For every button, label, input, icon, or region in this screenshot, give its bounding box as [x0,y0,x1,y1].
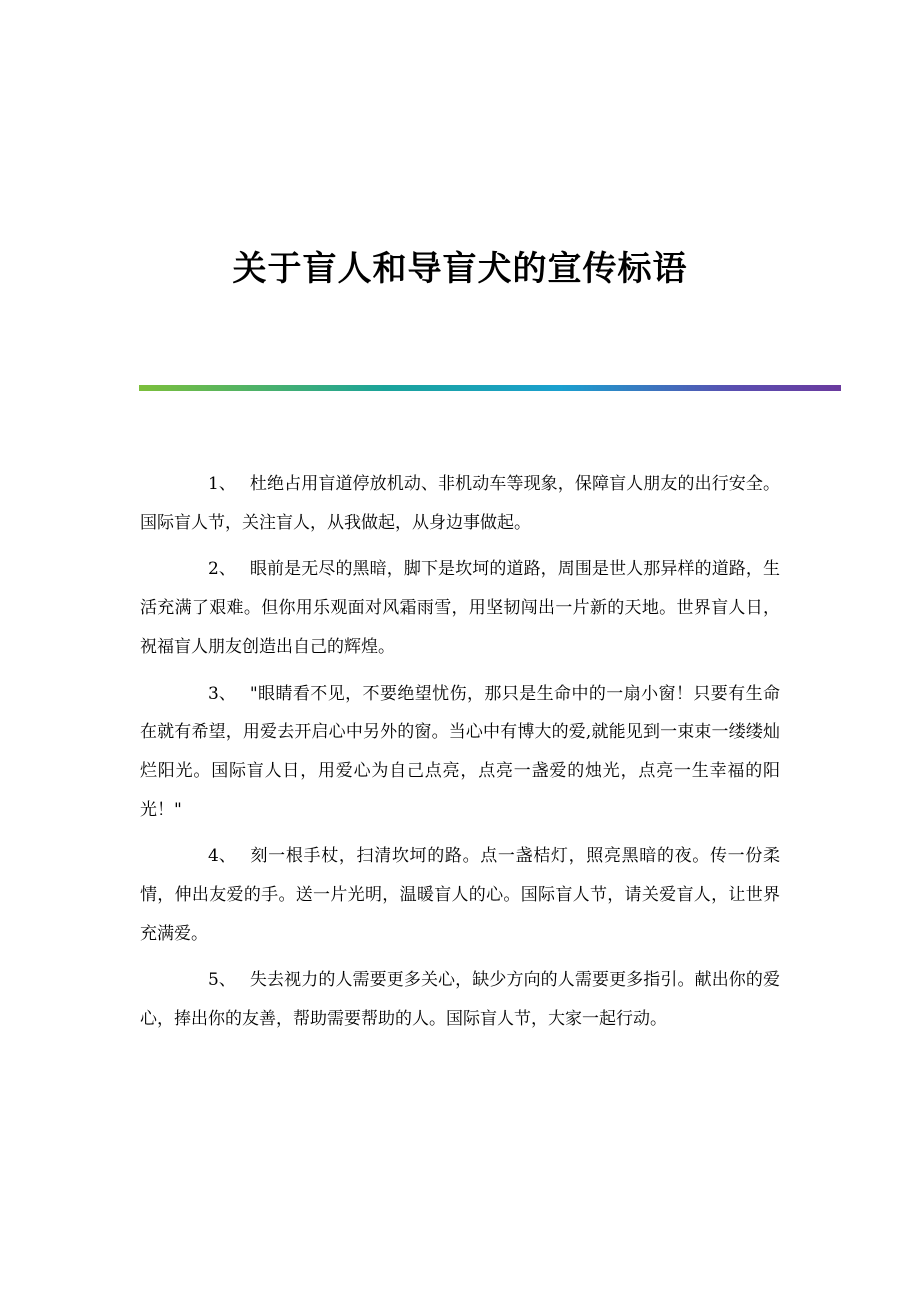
item-text: 失去视力的人需要更多关心，缺少方向的人需要更多指引。献出你的爱心，捧出你的友善，帮助需要帮助的人。国际盲人节，大家一起行动。 [140,970,780,1030]
item-text: 刻一根手杖，扫清坎坷的路。点一盏桔灯，照亮黑暗的夜。传一份柔情，伸出友爱的手。送一片光明，温暖盲人的心。国际盲人节，请关爱盲人，让世界充满爱。 [140,846,780,944]
item-number: 4、 [208,846,236,867]
gradient-divider [139,385,841,391]
slogan-item-2 [140,550,780,666]
item-text: 杜绝占用盲道停放机动、非机动车等现象，保障盲人朋友的出行安全。国际盲人节，关注盲人，从我做起，从身边事做起。 [140,474,780,533]
slogan-item-1 [140,465,780,542]
item-number: 5、 [208,970,236,991]
slogan-item-5 [140,961,780,1038]
slogan-item-3 [140,675,780,830]
item-number: 2、 [208,559,236,580]
item-text: "眼睛看不见，不要绝望忧伤，那只是生命中的一扇小窗！只要有生命在就有希望，用爱去开启心中另外的窗。当心中有博大的爱,就能见到一束束一缕缕灿烂阳光。国际盲人日，用爱心为自己点亮，点亮一盏爱的烛光，点亮一生幸福的阳光！" [140,683,780,820]
slogan-item-4 [140,837,780,953]
item-text: 眼前是无尽的黑暗，脚下是坎坷的道路，周围是世人那异样的道路，生活充满了艰难。但你用乐观面对风霜雨雪，用坚韧闯出一片新的天地。世界盲人日，祝福盲人朋友创造出自己的辉煌。 [140,559,780,657]
item-number: 1、 [208,474,236,494]
item-number: 3、 [208,683,236,704]
slogan-list [140,465,780,1047]
document-title: 关于盲人和导盲犬的宣传标语 [232,248,688,289]
